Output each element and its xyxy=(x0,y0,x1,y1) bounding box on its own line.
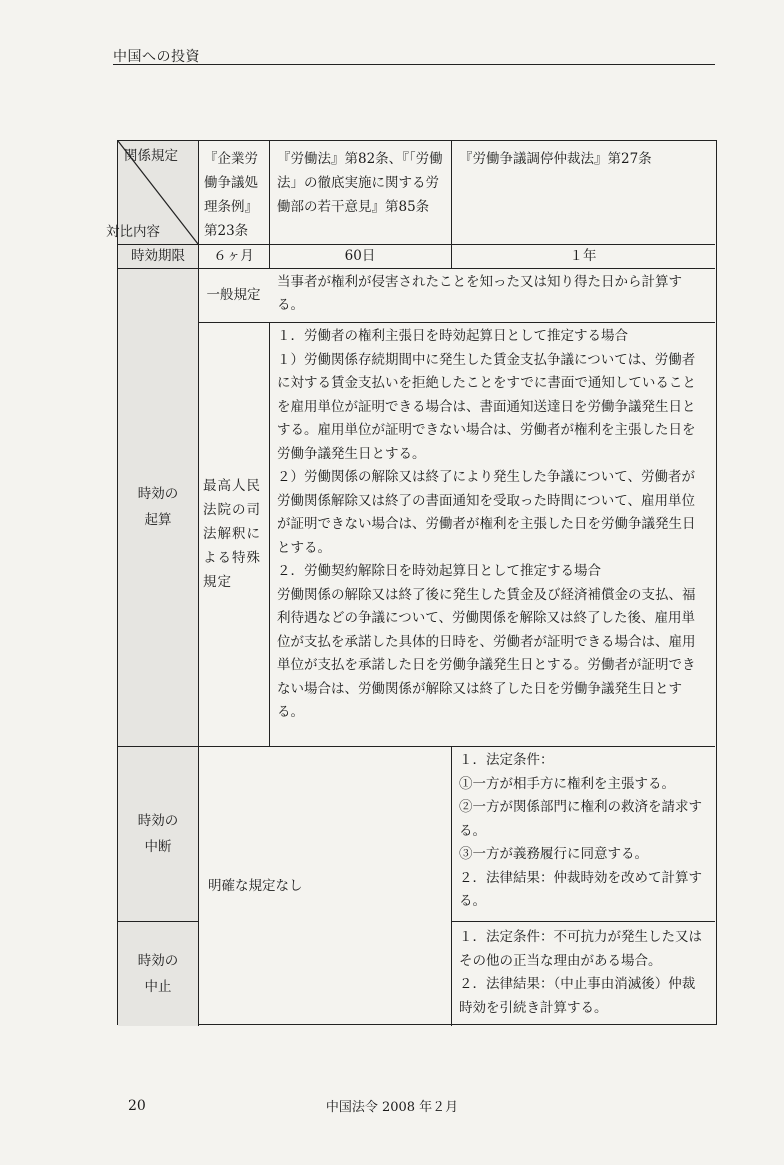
special-line-5: 労働関係の解除又は終了後に発生した賃金及び経済補償金の支払、福利待遇などの争議について、労働関係を解除又は終了した後、雇用単位が支払を承諾した具体的日時を、労働者が証明できる場合は、雇用単位が支払を承諾した日を労働争議発生日とする。労働者が証明できない場合は、労働関係が解除又は終了した日を労働争議発生日とする。 xyxy=(277,586,696,720)
suspension-label: 時効の中止 xyxy=(137,952,179,995)
column-header-1: 『企業労働争議処理条例』第23条 xyxy=(204,151,258,239)
interruption-line-1: １．法定条件： xyxy=(459,752,554,768)
suspension-text xyxy=(451,921,715,1025)
interruption-line-4: ③一方が義務履行に同意する。 xyxy=(459,846,648,862)
interruption-line-2: ①一方が相手方に権利を主張する。 xyxy=(459,775,675,792)
period-value-2: 60日 xyxy=(344,247,376,264)
no-rule-text: 明確な規定なし xyxy=(208,877,303,894)
interruption-line-5: ２．法律結果：仲裁時効を改めて計算する。 xyxy=(459,869,702,909)
corner-top-label: 関係規定 xyxy=(124,148,178,164)
suspension-line-1: １．法定条件：不可抗力が発生した又はその他の正当な理由がある場合。 xyxy=(459,929,702,969)
special-rule-label: 最高人民法院の司法解釈による特殊規定 xyxy=(203,478,261,590)
header-rule xyxy=(113,64,715,65)
special-rule-text xyxy=(269,322,715,728)
period-value-3: １年 xyxy=(569,247,597,264)
publication-footer: 中国法令 2008 年２月 xyxy=(325,1100,459,1115)
general-rule-text: 当事者が権利が侵害されたことを知った又は知り得た日から計算する。 xyxy=(277,274,682,313)
running-header: 中国への投資 xyxy=(113,49,200,65)
special-line-4: ２．労働契約解除日を時効起算日として推定する場合 xyxy=(277,563,601,579)
start-label: 時効の起算 xyxy=(137,486,179,528)
column-header-3: 『労働争議調停仲裁法』第27条 xyxy=(459,151,652,167)
general-rule-label: 一般規定 xyxy=(206,286,261,303)
interruption-line-3: ②一方が関係部門に権利の救済を請求する。 xyxy=(459,799,702,839)
period-label: 時効期限 xyxy=(131,247,185,264)
special-line-2: １）労働関係存続期間中に発生した賃金支払争議については、労働者に対する賃金支払いを拒絶したことをすでに書面で通知していることを雇用単位が証明できる場合は、書面通知送達日を労働争議発生日とする。雇用単位が証明できない場合は、労働者が権利を主張した日を労働争議発生日とする。 xyxy=(277,351,696,462)
period-value-1: ６ヶ月 xyxy=(213,247,254,264)
suspension-line-2: ２．法律結果：（中止事由消滅後）仲裁時効を引続き計算する。 xyxy=(459,976,696,1016)
comparison-table xyxy=(106,140,717,1025)
interruption-text xyxy=(451,746,715,917)
corner-bottom-label: 対比内容 xyxy=(106,224,160,240)
special-line-3: ２）労働関係の解除又は終了により発生した争議について、労働者が労働関係解除又は終了の書面通知を受取った時間について、雇用単位が証明できない場合は、労働者が権利を主張した日を労働争議発生日とする。 xyxy=(277,469,696,556)
special-line-1: １．労働者の権利主張日を時効起算日として推定する場合 xyxy=(277,328,628,344)
page-number: 20 xyxy=(128,1098,146,1114)
column-header-2: 『労働法』第82条、『「労働法」の徹底実施に関する労働部の若干意見』第85条 xyxy=(277,151,443,215)
interruption-label: 時効の中断 xyxy=(137,812,179,855)
